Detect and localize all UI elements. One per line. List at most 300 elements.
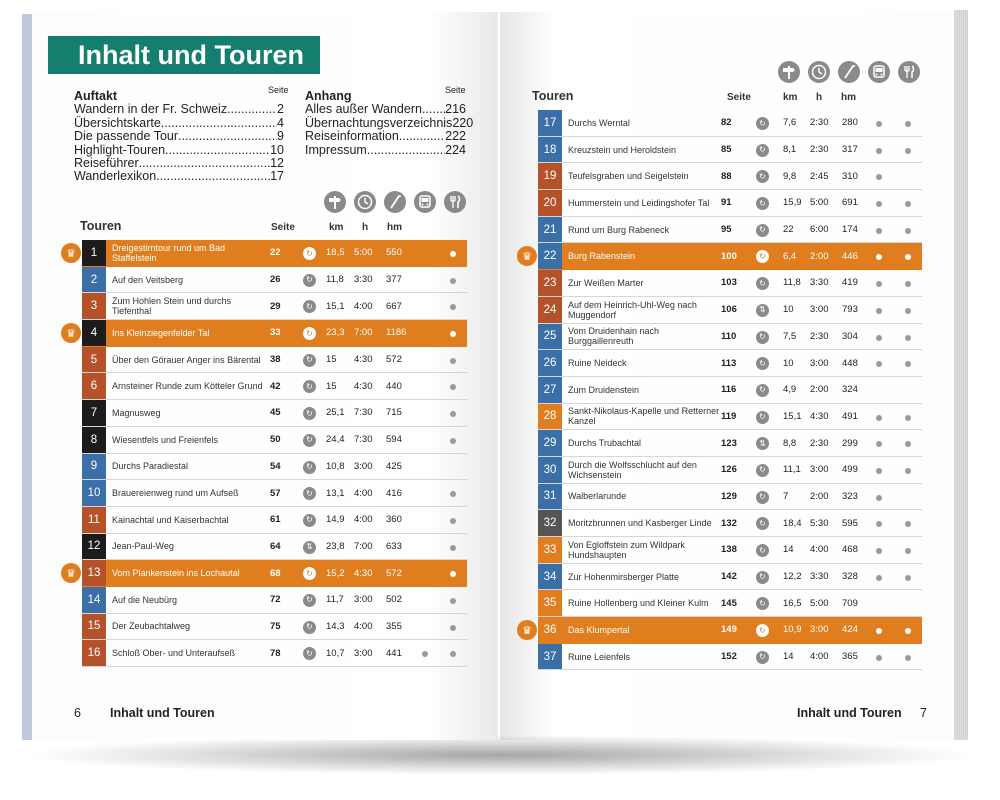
tour-name: Durchs Werntal [568, 117, 630, 128]
loop-tour-icon: ↻ [756, 331, 769, 344]
tour-number: 26 [538, 350, 562, 376]
loop-tour-icon: ↻ [756, 651, 769, 664]
bus-dot [422, 651, 428, 657]
anhang-item-label: Alles außer Wandern [305, 102, 422, 117]
tour-number: 29 [538, 430, 562, 456]
tour-number: 37 [538, 644, 562, 670]
tour-km: 8,1 [783, 144, 797, 156]
tour-duration: 4:30 [810, 410, 829, 422]
tour-number: 1 [82, 240, 106, 266]
tour-page: 132 [721, 517, 737, 529]
tour-km: 23,8 [326, 540, 345, 552]
bus-dot [876, 548, 882, 554]
tour-number: 5 [82, 347, 106, 373]
tour-page: 64 [270, 540, 281, 552]
tour-elevation: 691 [842, 197, 858, 209]
tour-km: 23,3 [326, 327, 345, 339]
tour-elevation: 310 [842, 170, 858, 182]
tour-duration: 4:00 [810, 544, 829, 556]
anhang-item[interactable] [305, 103, 466, 116]
footer-title-right [797, 706, 902, 720]
tour-page: 110 [721, 330, 737, 342]
tour-elevation: 419 [842, 277, 858, 289]
loop-tour-icon: ↻ [756, 411, 769, 424]
tour-km: 11,8 [783, 277, 801, 289]
km-header-left: km [329, 222, 344, 233]
tour-elevation: 594 [386, 434, 402, 446]
footer-title-right-text: Inhalt und Touren [797, 706, 902, 720]
tour-name: Vom Plankenstein ins Lochautal [112, 568, 240, 579]
loop-tour-icon: ↻ [756, 517, 769, 530]
table-row[interactable] [82, 293, 467, 320]
tour-number: 17 [538, 110, 562, 136]
tour-page: 61 [270, 514, 281, 526]
tour-duration: 4:00 [354, 620, 373, 632]
table-row[interactable] [538, 404, 922, 431]
loop-tour-icon: ↻ [303, 567, 316, 580]
tour-number: 31 [538, 484, 562, 510]
tour-name: Hummerstein und Leidingshofer Tal [568, 197, 710, 208]
tour-elevation: 425 [386, 460, 402, 472]
anhang-seite-label: Seite [445, 85, 466, 95]
bus-dot [876, 628, 882, 634]
tour-duration: 2:30 [810, 330, 829, 342]
tour-elevation: 304 [842, 330, 858, 342]
tour-duration: 3:00 [354, 460, 373, 472]
table-row[interactable] [538, 297, 922, 324]
tour-duration: 3:00 [810, 357, 829, 369]
tour-elevation: 328 [842, 571, 858, 583]
tour-elevation: 416 [386, 487, 402, 499]
tour-elevation: 595 [842, 517, 858, 529]
loop-tour-icon: ↻ [303, 407, 316, 420]
table-row[interactable] [538, 537, 922, 564]
tour-km: 18,4 [783, 517, 802, 529]
bus-dot [876, 228, 882, 234]
food-dot [905, 228, 911, 234]
loop-tour-icon: ↻ [756, 170, 769, 183]
loop-tour-icon: ↻ [756, 544, 769, 557]
auftakt-item[interactable] [74, 130, 284, 143]
signpost-icon [778, 61, 800, 83]
table-row[interactable] [82, 587, 467, 614]
tour-name: Auf den Veitsberg [112, 274, 184, 285]
loop-tour-icon: ↻ [756, 464, 769, 477]
bus-icon [868, 61, 890, 83]
seite-header-left: Seite [271, 222, 295, 233]
table-row[interactable] [538, 324, 922, 351]
tour-name: Von Egloffstein zum Wildpark Hundshaupten [568, 539, 685, 560]
tour-number: 7 [82, 400, 106, 426]
tour-page: 42 [270, 380, 281, 392]
footer-page-number-right: 7 [920, 706, 927, 720]
tour-number: 2 [82, 267, 106, 293]
tour-duration: 3:00 [354, 647, 373, 659]
food-dot [905, 308, 911, 314]
tour-elevation: 355 [386, 620, 402, 632]
table-row[interactable] [538, 590, 922, 617]
tour-name: Zum Hohlen Stein und durchs Tiefenthal [112, 296, 232, 317]
tour-km: 16,5 [783, 597, 802, 609]
bus-dot [876, 495, 882, 501]
auftakt-item[interactable] [74, 144, 284, 157]
tour-elevation: 323 [842, 490, 858, 502]
highlight-crown-icon: ♛ [517, 246, 537, 266]
tour-elevation: 446 [842, 250, 858, 262]
tour-name: Über den Görauer Anger ins Bärental [112, 354, 261, 365]
anhang-item-label: Impressum [305, 142, 367, 157]
table-row[interactable] [82, 534, 467, 561]
table-row[interactable] [538, 190, 922, 217]
food-dot [450, 384, 456, 390]
linear-tour-icon: ⇅ [303, 541, 316, 554]
anhang-list [305, 102, 474, 157]
tour-km: 10,7 [326, 647, 345, 659]
bus-dot [876, 281, 882, 287]
auftakt-section [74, 85, 289, 184]
tour-name: Arnsteiner Runde zum Kötteler Grund [112, 381, 263, 392]
tour-km: 14,9 [326, 514, 345, 526]
tour-number: 21 [538, 217, 562, 243]
tour-number: 36 [538, 617, 562, 643]
footer-title-left-text: Inhalt und Touren [110, 706, 215, 720]
table-row[interactable] [538, 110, 922, 137]
tour-name: Ruine Neideck [568, 358, 627, 369]
table-row[interactable] [538, 564, 922, 591]
loop-tour-icon: ↻ [303, 647, 316, 660]
tour-page: 149 [721, 624, 737, 636]
tour-km: 7 [783, 490, 789, 502]
restaurant-icon [444, 191, 466, 213]
auftakt-item-page: 4 [277, 115, 284, 130]
tour-name: Zum Druidenstein [568, 384, 640, 395]
bus-dot [876, 521, 882, 527]
footer-title-left [110, 706, 215, 720]
leader-dots [165, 144, 270, 157]
food-dot [905, 628, 911, 634]
table-row[interactable] [82, 454, 467, 481]
bus-dot [876, 121, 882, 127]
tour-page: 145 [721, 597, 737, 609]
auftakt-seite-label: Seite [268, 85, 289, 95]
loop-tour-icon: ↻ [303, 354, 316, 367]
loop-tour-icon: ↻ [303, 621, 316, 634]
tour-duration: 3:00 [810, 464, 829, 476]
food-dot [905, 548, 911, 554]
tour-number: 13 [82, 560, 106, 586]
table-row[interactable] [82, 267, 467, 294]
tour-number: 14 [82, 587, 106, 613]
trekking-pole-icon [384, 191, 406, 213]
table-row[interactable] [538, 430, 922, 457]
table-row[interactable] [538, 137, 922, 164]
food-dot [450, 251, 456, 257]
highlight-crown-icon: ♛ [517, 620, 537, 640]
tour-name: Auf die Neubürg [112, 594, 178, 605]
anhang-item-page: 220 [452, 115, 474, 130]
table-row[interactable] [82, 507, 467, 534]
tour-page: 113 [721, 357, 737, 369]
table-row[interactable] [82, 560, 467, 587]
tour-elevation: 324 [842, 384, 858, 396]
table-row[interactable] [82, 347, 467, 374]
tour-duration: 3:30 [810, 571, 829, 583]
h-header-left: h [362, 222, 369, 233]
food-dot [905, 415, 911, 421]
tour-name: Teufelsgraben und Seigelstein [568, 171, 689, 182]
leader-dots [399, 130, 445, 143]
tour-number: 27 [538, 377, 562, 403]
tour-name: Rund um Burg Rabeneck [568, 224, 670, 235]
tour-km: 15,1 [326, 300, 345, 312]
tour-duration: 2:00 [810, 384, 829, 396]
auftakt-item[interactable] [74, 170, 284, 183]
tour-page: 78 [270, 647, 281, 659]
tour-duration: 4:00 [810, 651, 829, 663]
tour-number: 23 [538, 270, 562, 296]
auftakt-item[interactable] [74, 103, 284, 116]
tour-name: Vom Druidenhain nach Burggaillenreuth [568, 326, 660, 347]
bus-dot [876, 201, 882, 207]
tour-km: 11,7 [326, 594, 344, 606]
tour-name: Walberlarunde [568, 491, 627, 502]
tour-elevation: 468 [842, 544, 858, 556]
loop-tour-icon: ↻ [303, 247, 316, 260]
tour-number: 30 [538, 457, 562, 483]
highlight-crown-icon: ♛ [61, 243, 81, 263]
food-dot [450, 571, 456, 577]
table-row[interactable] [82, 320, 467, 347]
legend-icons-right [778, 61, 928, 83]
leader-dots [227, 103, 277, 116]
anhang-item[interactable] [305, 115, 474, 130]
tour-elevation: 365 [842, 651, 858, 663]
tour-duration: 5:00 [354, 247, 373, 259]
tour-page: 88 [721, 170, 732, 182]
anhang-item-page: 224 [445, 142, 466, 157]
food-dot [450, 331, 456, 337]
tour-elevation: 499 [842, 464, 858, 476]
tour-km: 15,1 [783, 410, 802, 422]
tour-km: 15,2 [326, 567, 345, 579]
tour-name: Schloß Ober- und Unteraufseß [112, 648, 236, 659]
tour-name: Wiesentfels und Freienfels [112, 434, 219, 445]
tour-km: 15 [326, 354, 337, 366]
tour-number: 28 [538, 404, 562, 430]
trekking-pole-icon [838, 61, 860, 83]
auftakt-item[interactable] [74, 157, 284, 170]
auftakt-item-label: Wandern in der Fr. Schweiz [74, 102, 228, 117]
tour-duration: 4:00 [354, 514, 373, 526]
tour-km: 25,1 [326, 407, 345, 419]
tour-name: Sankt-Nikolaus-Kapelle und Retterner Kanzel [568, 406, 720, 427]
bus-dot [876, 441, 882, 447]
tour-page: 119 [721, 410, 737, 422]
food-dot [450, 278, 456, 284]
tour-km: 15 [326, 380, 337, 392]
auftakt-item[interactable] [74, 117, 284, 130]
leader-dots [161, 117, 277, 130]
book-edge-right [954, 10, 968, 740]
tour-duration: 3:00 [354, 594, 373, 606]
tour-name: Durchs Trubachtal [568, 438, 642, 449]
km-header-right: km [783, 92, 798, 103]
tour-km: 9,8 [783, 170, 797, 182]
page-title: Inhalt und Touren [48, 36, 320, 74]
tour-page: 100 [721, 250, 737, 262]
table-row[interactable] [538, 217, 922, 244]
tour-page: 152 [721, 651, 737, 663]
food-dot [905, 335, 911, 341]
restaurant-icon [898, 61, 920, 83]
food-dot [450, 651, 456, 657]
food-dot [905, 121, 911, 127]
tour-duration: 7:30 [354, 434, 373, 446]
tour-number: 4 [82, 320, 106, 346]
anhang-item-page: 216 [445, 102, 466, 117]
table-row[interactable] [82, 427, 467, 454]
tour-duration: 3:30 [354, 274, 373, 286]
bus-dot [876, 174, 882, 180]
tour-page: 103 [721, 277, 737, 289]
tour-elevation: 424 [842, 624, 858, 636]
loop-tour-icon: ↻ [756, 144, 769, 157]
tour-km: 11,1 [783, 464, 801, 476]
tour-number: 33 [538, 537, 562, 563]
tour-name: Der Zeubachtalweg [112, 621, 191, 632]
table-row[interactable] [538, 484, 922, 511]
loop-tour-icon: ↻ [303, 274, 316, 287]
tour-km: 10,8 [326, 460, 345, 472]
tour-name: Ruine Hollenberg und Kleiner Kulm [568, 598, 709, 609]
tour-page: 72 [270, 594, 281, 606]
legend-icons-left [324, 191, 474, 213]
food-dot [450, 598, 456, 604]
tour-page: 29 [270, 300, 281, 312]
food-dot [450, 304, 456, 310]
tour-page: 126 [721, 464, 737, 476]
tour-page: 116 [721, 384, 737, 396]
linear-tour-icon: ⇅ [756, 437, 769, 450]
tour-elevation: 174 [842, 224, 858, 236]
tour-km: 14 [783, 544, 794, 556]
tour-elevation: 299 [842, 437, 858, 449]
table-row[interactable] [538, 617, 922, 644]
tour-page: 142 [721, 571, 737, 583]
loop-tour-icon: ↻ [303, 300, 316, 313]
food-dot [905, 521, 911, 527]
tour-km: 12,2 [783, 571, 802, 583]
anhang-item[interactable] [305, 144, 466, 157]
tour-name: Brauereienweg rund um Aufseß [112, 488, 239, 499]
tour-number: 6 [82, 373, 106, 399]
tour-elevation: 633 [386, 540, 402, 552]
tour-km: 22 [783, 224, 794, 236]
tour-elevation: 448 [842, 357, 858, 369]
loop-tour-icon: ↻ [756, 224, 769, 237]
tour-km: 14,3 [326, 620, 345, 632]
book-shadow [20, 735, 980, 775]
tours-table-left [82, 240, 467, 667]
table-row[interactable] [82, 373, 467, 400]
h-header-right: h [816, 92, 823, 103]
tour-page: 129 [721, 490, 737, 502]
auftakt-item-page: 10 [270, 142, 284, 157]
table-row[interactable] [538, 510, 922, 537]
bus-dot [876, 254, 882, 260]
food-dot [450, 358, 456, 364]
tour-duration: 7:00 [354, 327, 373, 339]
tour-number: 19 [538, 163, 562, 189]
tour-elevation: 793 [842, 304, 858, 316]
tour-page: 26 [270, 274, 281, 286]
table-row[interactable] [82, 640, 467, 667]
bus-dot [876, 575, 882, 581]
bus-dot [876, 468, 882, 474]
tour-page: 68 [270, 567, 281, 579]
tour-km: 6,4 [783, 250, 797, 262]
tour-name: Burg Rabenstein [568, 251, 636, 262]
auftakt-item-label: Übersichtskarte [74, 115, 161, 130]
tour-elevation: 377 [386, 274, 402, 286]
tour-km: 7,6 [783, 117, 797, 129]
tour-elevation: 709 [842, 597, 858, 609]
tour-duration: 2:30 [810, 117, 829, 129]
loop-tour-icon: ↻ [756, 117, 769, 130]
tour-duration: 4:00 [354, 487, 373, 499]
tour-page: 123 [721, 437, 737, 449]
auftakt-heading: Auftakt [74, 89, 118, 103]
tour-name: Kainachtal und Kaiserbachtal [112, 514, 229, 525]
tour-duration: 2:30 [810, 144, 829, 156]
table-row[interactable] [538, 350, 922, 377]
tour-km: 10 [783, 304, 794, 316]
auftakt-item-page: 9 [277, 129, 284, 144]
tour-name: Jean-Paul-Weg [112, 541, 174, 552]
anhang-item-label: Reiseinformation [305, 129, 399, 144]
tour-name: Durchs Paradiestal [112, 461, 189, 472]
tour-km: 4,9 [783, 384, 797, 396]
auftakt-item-label: Die passende Tour [74, 129, 179, 144]
loop-tour-icon: ↻ [756, 491, 769, 504]
tour-number: 22 [538, 243, 562, 269]
anhang-item[interactable] [305, 130, 466, 143]
bus-icon [414, 191, 436, 213]
table-row[interactable] [538, 270, 922, 297]
table-row[interactable] [82, 480, 467, 507]
food-dot [905, 361, 911, 367]
tour-name: Magnusweg [112, 407, 161, 418]
table-row[interactable] [538, 163, 922, 190]
table-row[interactable] [82, 240, 467, 267]
tour-page: 54 [270, 460, 281, 472]
loop-tour-icon: ↻ [303, 487, 316, 500]
table-row[interactable] [82, 400, 467, 427]
anhang-section [305, 85, 474, 157]
table-row[interactable] [538, 644, 922, 671]
auftakt-item-label: Highlight-Touren [74, 142, 166, 157]
table-row[interactable] [82, 614, 467, 641]
table-row[interactable] [538, 457, 922, 484]
table-row[interactable] [538, 377, 922, 404]
signpost-icon [324, 191, 346, 213]
food-dot [905, 281, 911, 287]
bus-dot [876, 148, 882, 154]
table-row[interactable] [538, 243, 922, 270]
bus-dot [876, 308, 882, 314]
hm-header-left: hm [387, 222, 402, 233]
tour-duration: 3:00 [810, 624, 829, 636]
